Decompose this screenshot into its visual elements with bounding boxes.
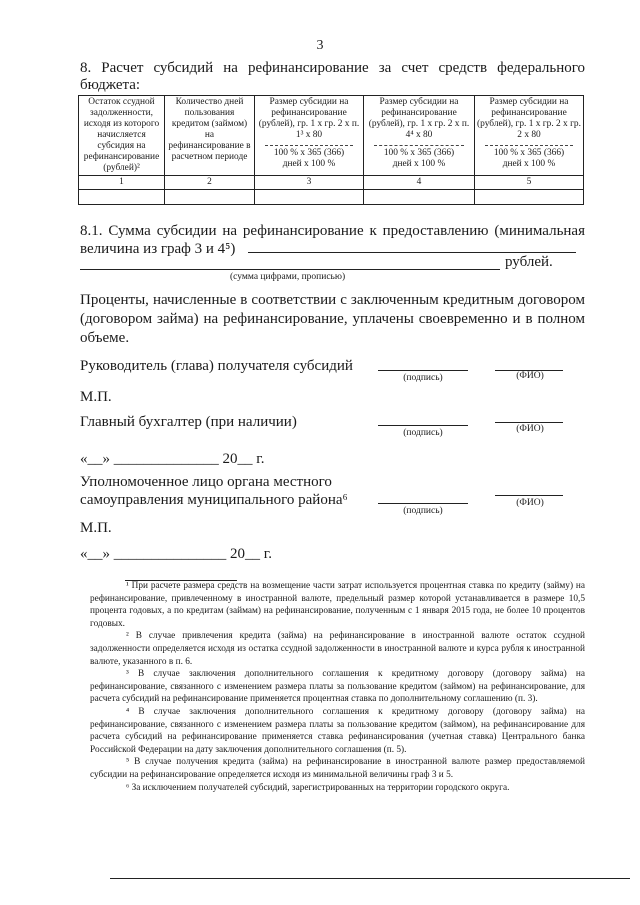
table-header-cell — [79, 96, 165, 176]
empty-data-row — [79, 190, 584, 205]
rubles-label: рублей. — [505, 254, 553, 270]
header-label: Размер субсидии на рефинансирование (рублей), гр. 1 x гр. 2 x гр. 2 x 80 — [477, 97, 581, 140]
footnote-3: ³ В случае заключения дополнительного соглашения к кредитному договору (договору займа) на рефинансирование, связанного с изменением размера платы за пользование кредитом (займом) на рефинансирование, для расчета субсидий на рефинансирование применяется процентная ставка по дополнительному соглашению (п. 3). — [90, 669, 585, 705]
accountant-label: Главный бухгалтер (при наличии) — [80, 414, 297, 430]
header-formula: 100 % x 365 (366) дней x 100 % — [485, 145, 573, 170]
amount-caption: (сумма цифрами, прописью) — [230, 272, 346, 282]
stamp-place-2: М.П. — [80, 520, 112, 536]
column-number: 1 — [79, 176, 165, 190]
interest-statement: Проценты, начисленные в соответствии с заключенным кредитным договором (договором займа) на рефинансирование, уплачены своевременно и в полном объеме. — [80, 292, 585, 346]
head-label: Руководитель (глава) получателя субсидий — [80, 358, 353, 374]
official-label-line2: самоуправления муниципального района⁶ — [80, 492, 348, 508]
footnote-1: ¹ При расчете размера средств на возмещение части затрат используется процентная ставка по кредиту (займу) на рефинансирование, привлеченному в иностранной валюте, предельный размер которой устанавливается в размере 10,5 процента годовых, а по кредитам (займам) на рефинансирование, полученным с 1 января 2015 года, не более 10 процентов годовых. — [90, 581, 585, 629]
table-cell — [364, 190, 475, 205]
header-label: Размер субсидии на рефинансирование (рублей), гр. 1 x гр. 2 x п. 4⁴ x 80 — [368, 97, 470, 140]
table-header-cell — [475, 96, 584, 176]
stamp-place-1: М.П. — [80, 389, 112, 405]
amount-blank-line-2 — [80, 269, 500, 270]
scan-edge-line — [110, 878, 630, 879]
section-8-title: 8. Расчет субсидий на рефинансирование за счет средств федерального бюджета: — [80, 60, 585, 93]
accountant-signature-line — [378, 425, 468, 426]
amount-blank-line — [248, 252, 576, 253]
footnotes — [90, 580, 585, 794]
header-label: Количество дней пользования кредитом (займом) на рефинансирование в расчетном периоде — [168, 97, 251, 162]
footnote-5: ⁵ В случае получения кредита (займа) на рефинансирование в иностранной валюте размер предоставляемой субсидии на рефинансирование определяется исходя из минимальной величины граф 3 и 5. — [90, 757, 585, 780]
column-number: 5 — [475, 176, 584, 190]
official-signature-line — [378, 503, 468, 504]
head-signature-line — [378, 370, 468, 371]
table-cell — [165, 190, 255, 205]
head-signature-caption: (подпись) — [403, 373, 443, 383]
header-label: Размер субсидии на рефинансирование (рублей), гр. 1 x гр. 2 x п. 1³ x 80 — [258, 97, 360, 140]
date-line-2: «__» _______________ 20__ г. — [80, 546, 272, 562]
official-label-line1: Уполномоченное лицо органа местного — [80, 474, 332, 490]
page-number: 3 — [316, 38, 324, 53]
column-number: 2 — [165, 176, 255, 190]
table-cell — [79, 190, 165, 205]
table-header-cell — [364, 96, 475, 176]
accountant-fio-caption: (ФИО) — [516, 424, 544, 434]
footnote-6: ⁶ За исключением получателей субсидий, зарегистрированных на территории городского округа. — [126, 782, 510, 793]
table-cell — [475, 190, 584, 205]
footnote-4: ⁴ В случае заключения дополнительного соглашения к кредитному договору (договору займа) на рефинансирование, связанного с изменением размера платы за пользование кредитом (займом), на рефинансирование для расчета субсидий на рефинансирование применяется ставка рефинансирования (учетная ставка) Центрального банка Российской Федерации на дату заключения дополнительного соглашения (п. 5). — [90, 706, 585, 755]
table-cell — [255, 190, 364, 205]
accountant-fio-line — [495, 422, 563, 423]
official-fio-line — [495, 495, 563, 496]
column-number: 4 — [364, 176, 475, 190]
table-header-cell — [255, 96, 364, 176]
subsidy-calculation-table — [78, 95, 584, 205]
official-fio-caption: (ФИО) — [516, 498, 544, 508]
section-8-1-text: 8.1. Сумма субсидии на рефинансирование к предоставлению (минимальная величина из граф 3 и 4⁵) — [80, 223, 585, 257]
header-label: Остаток ссудной задолженности, исходя из которого начисляется субсидия на рефинансирование (рублей)² — [83, 97, 160, 173]
table-header-row — [79, 96, 584, 176]
date-line-1: «__» ______________ 20__ г. — [80, 451, 265, 467]
column-number: 3 — [255, 176, 364, 190]
footnote-2: ² В случае привлечения кредита (займа) на рефинансирование в иностранной валюте остаток ссудной задолженности определяется исходя из остатка ссудной задолженности в иностранной валюте и курса рубля к иностранной валюте, указанного в п. 6. — [90, 631, 585, 667]
accountant-signature-caption: (подпись) — [403, 428, 443, 438]
column-number-row — [79, 176, 584, 190]
header-formula: 100 % x 365 (366) дней x 100 % — [265, 145, 353, 170]
header-formula: 100 % x 365 (366) дней x 100 % — [374, 145, 464, 170]
head-fio-caption: (ФИО) — [516, 371, 544, 381]
table-header-cell — [165, 96, 255, 176]
official-signature-caption: (подпись) — [403, 506, 443, 516]
